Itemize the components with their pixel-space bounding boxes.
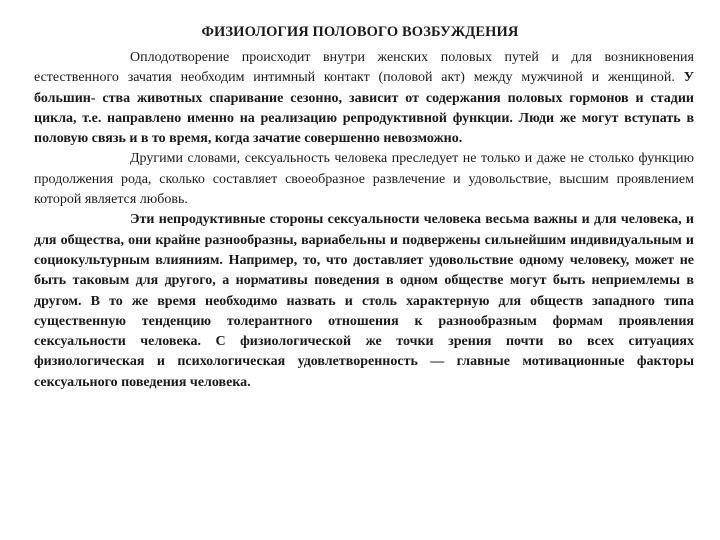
paragraph-3-bold-text: Эти непродуктивные стороны сексуальности человека весьма важны и для человека, и для общества, они крайне разнообразны, вариабельны и подвержены сильнейшим индивидуальным и социокультурным влияниям. Например, то, что доставляет удовольствие одному человеку, может не быть таковым для другого, а нормативы поведения в одном обществе могут быть неприемлемы в другом. В то же время необходимо назвать и столь характерную для обществ западного типа существенную тенденцию толерантного отношения к разнообразным формам проявления сексуальности человека. С физиологической же точки зрения почти во всех ситуациях физиологическая и психологическая удовлетворенность — главные мотивационные факторы сексуального поведения человека. [34,212,694,390]
document-title: ФИЗИОЛОГИЯ ПОЛОВОГО ВОЗБУЖДЕНИЯ [201,24,519,40]
paragraph-1-normal-text: Оплодотворение происходит внутри женских половых путей и для возникновения естественного зачатия необходим интимный контакт (половой акт) между мужчиной и женщиной. [34,50,694,86]
paragraph-fertilization [34,48,694,149]
document-body [34,48,694,393]
paragraph-2-normal-text: Другими словами, сексуальность человека преследует не только и даже не столько функцию продолжения рода, сколько составляет своеобразное развлечение и удовольствие, высшим проявлением которой является любовь. [34,151,694,208]
paragraph-nonreproductive-aspects [34,210,694,393]
paragraph-sexuality-function [34,149,694,210]
paragraph-1-bold-text: У большин- ства животных спаривание сезонно, зависит от содержания половых гормонов и стадии цикла, т.е. направлено именно на реализацию репродуктивной функции. Люди же могут вступать в половую связь и в то время, когда зачатие совершенно невозможно. [34,70,694,147]
